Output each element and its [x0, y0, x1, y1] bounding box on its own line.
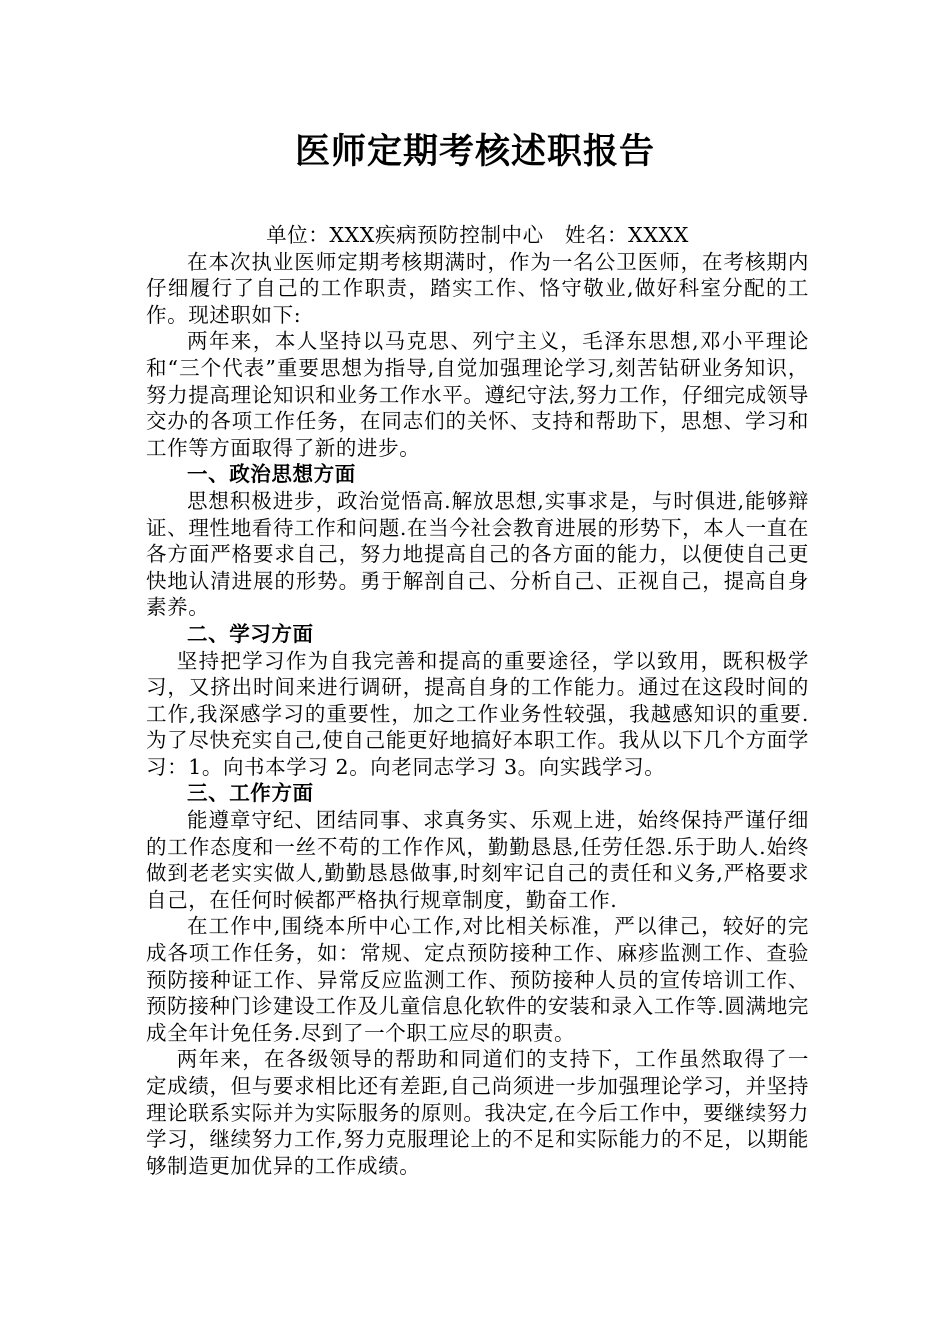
document-title: 医师定期考核述职报告 — [294, 131, 655, 172]
section-text-politics: 思想积极进步，政治觉悟高.解放思想,实事求是，与时俱进,能够辩证、理性地看待工作和问题.在当今社会教育进展的形势下，本人一直在各方面严格要求自己，努力地提高自己的各方面的能力，以便使自己更快地认清进展的形势。勇于解剖自己、分析自己、正视自己，提高自身素养。 — [146, 488, 809, 620]
meta-line: 单位：XXX疾病预防控制中心 姓名：XXXX — [266, 223, 689, 247]
section-heading-politics: 一、政治思想方面 — [187, 462, 356, 487]
conclusion-paragraph: 两年来，在各级领导的帮助和同道们的支持下，工作虽然取得了一定成绩，但与要求相比还有差距,自己尚须进一步加强理论学习，并坚持理论联系实际并为实际服务的原则。我决定,在今后工作中，要继续努力学习，继续努力工作,努力克服理论上的不足和实际能力的不足，以期能够制造更加优异的工作成绩。 — [146, 1047, 809, 1178]
section-heading-study: 二、学习方面 — [187, 621, 314, 646]
overview-paragraph: 两年来，本人坚持以马克思、列宁主义，毛泽东思想,邓小平理论和“三个代表”重要思想为指导,自觉加强理论学习,刻苦钻研业务知识，努力提高理论知识和业务工作水平。遵纪守法,努力工作，仔细完成领导交办的各项工作任务，在同志们的关怀、支持和帮助下，思想、学习和工作等方面取得了新的进步。 — [146, 329, 809, 460]
intro-paragraph: 在本次执业医师定期考核期满时，作为一名公卫医师，在考核期内仔细履行了自己的工作职责，踏实工作、恪守敬业,做好科室分配的工作。现述职如下: — [146, 249, 809, 327]
section-text-study: 坚持把学习作为自我完善和提高的重要途径，学以致用，既积极学习，又挤出时间来进行调研，提高自身的工作能力。通过在这段时间的工作,我深感学习的重要性，加之工作业务性较强，我越感知识的重要.为了尽快充实自己,使自己能更好地搞好本职工作。我从以下几个方面学习：1。向书本学习 2。向老同志学习 3。向实践学习。 — [146, 648, 809, 779]
document-body — [146, 222, 809, 1179]
section-text-work-1: 能遵章守纪、团结同事、求真务实、乐观上进，始终保持严谨仔细的工作态度和一丝不苟的工作作风，勤勤恳恳,任劳任怨.乐于助人.始终做到老老实实做人,勤勤恳恳做事,时刻牢记自己的责任和义务,严格要求自己，在任何时候都严格执行规章制度，勤奋工作. — [146, 808, 809, 912]
section-heading-work: 三、工作方面 — [187, 781, 314, 806]
section-text-work-2: 在工作中,围绕本所中心工作,对比相关标准，严以律己，较好的完成各项工作任务，如：常规、定点预防接种工作、麻疹监测工作、查验预防接种证工作、异常反应监测工作、预防接种人员的宣传培训工作、预防接种门诊建设工作及儿童信息化软件的安装和录入工作等.圆满地完成全年计免任务.尽到了一个职工应尽的职责。 — [146, 914, 809, 1045]
